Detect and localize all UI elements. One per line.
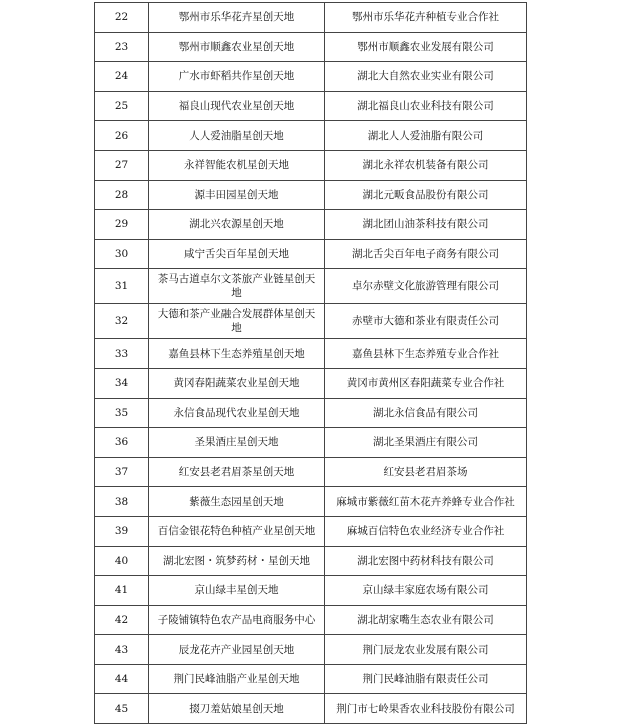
organization-cell: 湖北大自然农业实业有限公司 (325, 62, 527, 92)
organization-cell: 湖北团山油茶科技有限公司 (325, 210, 527, 240)
table-row (95, 91, 527, 121)
station-name-cell: 广水市虾稻共作星创天地 (149, 62, 325, 92)
row-number-cell: 37 (95, 457, 149, 487)
station-name-cell: 圣果酒庄星创天地 (149, 428, 325, 458)
organization-cell: 黄冈市黄州区春阳蔬菜专业合作社 (325, 368, 527, 398)
station-name-cell: 湖北宏图・筑梦药材・星创天地 (149, 546, 325, 576)
row-number-cell: 40 (95, 546, 149, 576)
station-name-cell: 鄂州市顺鑫农业星创天地 (149, 32, 325, 62)
organization-cell: 麻城市紫薇红苗木花卉养蜂专业合作社 (325, 487, 527, 517)
organization-cell: 赤壁市大德和茶业有限责任公司 (325, 304, 527, 339)
organization-cell: 湖北人人爱油脂有限公司 (325, 121, 527, 151)
organization-cell: 荆门市七岭果香农业科技股份有限公司 (325, 694, 527, 724)
row-number-cell: 42 (95, 605, 149, 635)
station-name-cell: 辰龙花卉产业园星创天地 (149, 635, 325, 665)
table-row (95, 546, 527, 576)
station-name-cell: 茶马古道卓尔文茶旅产业链星创天地 (149, 269, 325, 304)
table-row (95, 605, 527, 635)
organization-cell: 荆门辰龙农业发展有限公司 (325, 635, 527, 665)
organization-cell: 嘉鱼县林下生态养殖专业合作社 (325, 339, 527, 369)
table-row (95, 694, 527, 724)
table-row (95, 516, 527, 546)
table-row (95, 487, 527, 517)
table-row (95, 269, 527, 304)
organization-cell: 湖北胡家嘴生态农业有限公司 (325, 605, 527, 635)
organization-cell: 京山绿丰家庭农场有限公司 (325, 576, 527, 606)
table-row (95, 180, 527, 210)
table-row (95, 576, 527, 606)
table-body (95, 3, 527, 724)
station-name-cell: 嘉鱼县林下生态养殖星创天地 (149, 339, 325, 369)
station-name-cell: 京山绿丰星创天地 (149, 576, 325, 606)
station-name-cell: 鄂州市乐华花卉星创天地 (149, 3, 325, 33)
station-name-cell: 源丰田园星创天地 (149, 180, 325, 210)
row-number-cell: 35 (95, 398, 149, 428)
station-name-cell: 永信食品现代农业星创天地 (149, 398, 325, 428)
organization-cell: 湖北宏图中药材科技有限公司 (325, 546, 527, 576)
row-number-cell: 28 (95, 180, 149, 210)
station-name-cell: 黄冈春阳蔬菜农业星创天地 (149, 368, 325, 398)
star-space-table (94, 2, 527, 724)
organization-cell: 湖北永祥农机装备有限公司 (325, 150, 527, 180)
station-name-cell: 湖北兴农源星创天地 (149, 210, 325, 240)
row-number-cell: 41 (95, 576, 149, 606)
organization-cell: 湖北圣果酒庄有限公司 (325, 428, 527, 458)
table-row (95, 428, 527, 458)
station-name-cell: 福良山现代农业星创天地 (149, 91, 325, 121)
organization-cell: 湖北舌尖百年电子商务有限公司 (325, 239, 527, 269)
row-number-cell: 27 (95, 150, 149, 180)
table-row (95, 3, 527, 33)
station-name-cell: 永祥智能农机星创天地 (149, 150, 325, 180)
row-number-cell: 31 (95, 269, 149, 304)
row-number-cell: 45 (95, 694, 149, 724)
organization-cell: 鄂州市乐华花卉种植专业合作社 (325, 3, 527, 33)
station-name-cell: 人人爱油脂星创天地 (149, 121, 325, 151)
table-row (95, 121, 527, 151)
organization-cell: 湖北元畈食品股份有限公司 (325, 180, 527, 210)
station-name-cell: 荆门民峰油脂产业星创天地 (149, 664, 325, 694)
organization-cell: 鄂州市顺鑫农业发展有限公司 (325, 32, 527, 62)
row-number-cell: 24 (95, 62, 149, 92)
row-number-cell: 32 (95, 304, 149, 339)
organization-cell: 荆门民峰油脂有限责任公司 (325, 664, 527, 694)
organization-cell: 湖北福良山农业科技有限公司 (325, 91, 527, 121)
row-number-cell: 38 (95, 487, 149, 517)
organization-cell: 红安县老君眉茶场 (325, 457, 527, 487)
table-row (95, 398, 527, 428)
station-name-cell: 百信金银花特色种植产业星创天地 (149, 516, 325, 546)
station-name-cell: 咸宁舌尖百年星创天地 (149, 239, 325, 269)
table-row (95, 304, 527, 339)
station-name-cell: 子陵铺镇特色农产品电商服务中心 (149, 605, 325, 635)
table-row (95, 62, 527, 92)
row-number-cell: 33 (95, 339, 149, 369)
row-number-cell: 39 (95, 516, 149, 546)
row-number-cell: 26 (95, 121, 149, 151)
table-row (95, 664, 527, 694)
station-name-cell: 大德和茶产业融合发展群体星创天地 (149, 304, 325, 339)
table-row (95, 150, 527, 180)
row-number-cell: 43 (95, 635, 149, 665)
station-name-cell: 掇刀羞姑娘星创天地 (149, 694, 325, 724)
row-number-cell: 22 (95, 3, 149, 33)
row-number-cell: 25 (95, 91, 149, 121)
row-number-cell: 29 (95, 210, 149, 240)
organization-cell: 麻城百信特色农业经济专业合作社 (325, 516, 527, 546)
table-row (95, 32, 527, 62)
station-name-cell: 红安县老君眉茶星创天地 (149, 457, 325, 487)
row-number-cell: 34 (95, 368, 149, 398)
table-row (95, 339, 527, 369)
table-row (95, 210, 527, 240)
organization-cell: 卓尔赤壁文化旅游管理有限公司 (325, 269, 527, 304)
organization-cell: 湖北永信食品有限公司 (325, 398, 527, 428)
table-row (95, 368, 527, 398)
station-name-cell: 紫薇生态园星创天地 (149, 487, 325, 517)
row-number-cell: 36 (95, 428, 149, 458)
row-number-cell: 23 (95, 32, 149, 62)
table-row (95, 635, 527, 665)
row-number-cell: 30 (95, 239, 149, 269)
table-row (95, 457, 527, 487)
row-number-cell: 44 (95, 664, 149, 694)
table-row (95, 239, 527, 269)
